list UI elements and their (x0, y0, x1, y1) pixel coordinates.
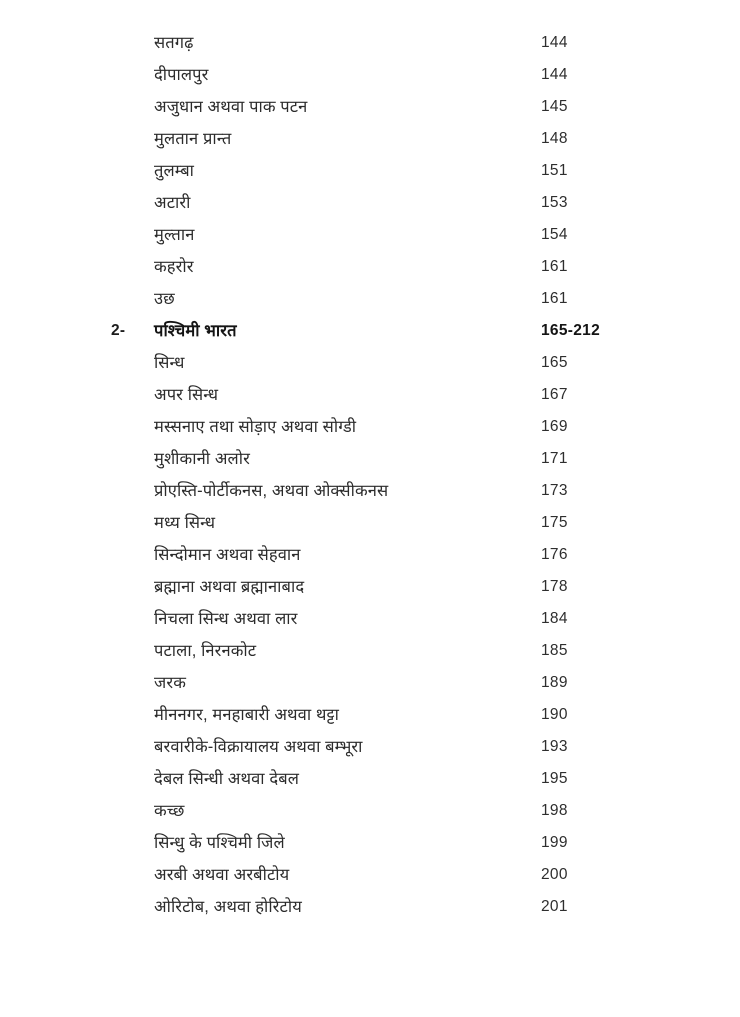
toc-entry-title[interactable]: अटारी (154, 194, 191, 212)
toc-entry-page-number[interactable]: 145 (541, 98, 568, 115)
toc-entry-page-number[interactable]: 167 (541, 386, 568, 403)
toc-entry-title[interactable]: मुल्तान (154, 226, 195, 244)
toc-entry-row[interactable] (0, 219, 740, 251)
toc-entry-page-number[interactable]: 195 (541, 770, 568, 787)
toc-entry-row[interactable] (0, 443, 740, 475)
toc-entry-page-number[interactable]: 184 (541, 610, 568, 627)
toc-entry-title[interactable]: मुशीकानी अलोर (154, 450, 250, 468)
toc-entry-title[interactable]: कच्छ (154, 802, 185, 820)
toc-entry-title[interactable]: निचला सिन्ध अथवा लार (154, 610, 298, 628)
toc-entry-title[interactable]: सिन्धु के पश्चिमी जिले (154, 834, 285, 852)
toc-entry-title[interactable]: मीननगर, मनहाबारी अथवा थट्टा (154, 706, 339, 724)
toc-entry-page-number[interactable]: 175 (541, 514, 568, 531)
toc-entry-page-number[interactable]: 173 (541, 482, 568, 499)
toc-entry-page-number[interactable]: 200 (541, 866, 568, 883)
toc-entry-title[interactable]: सिन्ध (154, 354, 185, 372)
toc-entry-row[interactable] (0, 667, 740, 699)
toc-entry-title[interactable]: बरवारीके-विक्रायालय अथवा बम्भूरा (154, 738, 363, 756)
toc-entry-page-number[interactable]: 165-212 (541, 322, 600, 339)
toc-entry-title[interactable]: पटाला, निरनकोट (154, 642, 257, 660)
toc-entry-title[interactable]: सतगढ़ (154, 34, 194, 52)
toc-entry-title[interactable]: तुलम्बा (154, 162, 195, 180)
toc-entry-row[interactable] (0, 283, 740, 315)
toc-entry-title[interactable]: जरक (154, 674, 186, 692)
toc-entry-row[interactable] (0, 891, 740, 923)
toc-entry-row[interactable] (0, 635, 740, 667)
toc-entry-row[interactable] (0, 123, 740, 155)
toc-entry-title[interactable]: मस्सनाए तथा सोड़ाए अथवा सोग्डी (154, 418, 357, 436)
toc-entry-row[interactable] (0, 507, 740, 539)
toc-entry-page-number[interactable]: 199 (541, 834, 568, 851)
toc-section-number: 2- (111, 322, 126, 339)
toc-entry-page-number[interactable]: 176 (541, 546, 568, 563)
toc-entry-row[interactable] (0, 187, 740, 219)
toc-entry-row[interactable] (0, 347, 740, 379)
toc-entry-title[interactable]: ब्रह्माना अथवा ब्रह्मानाबाद (154, 578, 305, 596)
toc-entry-title[interactable]: कहरोर (154, 258, 194, 276)
toc-entry-page-number[interactable]: 189 (541, 674, 568, 691)
toc-entry-row[interactable] (0, 731, 740, 763)
toc-entry-page-number[interactable]: 169 (541, 418, 568, 435)
toc-entry-title[interactable]: मुलतान प्रान्त (154, 130, 232, 148)
toc-entry-row[interactable] (0, 859, 740, 891)
toc-entry-title[interactable]: सिन्दोमान अथवा सेहवान (154, 546, 301, 564)
toc-entry-title[interactable]: पश्चिमी भारत (154, 322, 237, 340)
toc-entry-page-number[interactable]: 193 (541, 738, 568, 755)
toc-entry-page-number[interactable]: 190 (541, 706, 568, 723)
toc-entry-row[interactable] (0, 475, 740, 507)
toc-entry-page-number[interactable]: 144 (541, 34, 568, 51)
toc-entry-page-number[interactable]: 171 (541, 450, 568, 467)
toc-entry-row[interactable] (0, 539, 740, 571)
toc-entry-row[interactable] (0, 251, 740, 283)
toc-entry-title[interactable]: उछ (154, 290, 175, 308)
toc-entry-row[interactable] (0, 827, 740, 859)
table-of-contents-list (0, 27, 740, 923)
toc-entry-row[interactable] (0, 571, 740, 603)
toc-entry-row[interactable] (0, 699, 740, 731)
toc-entry-page-number[interactable]: 161 (541, 290, 568, 307)
toc-entry-row[interactable] (0, 795, 740, 827)
toc-entry-row[interactable] (0, 603, 740, 635)
toc-entry-title[interactable]: अपर सिन्ध (154, 386, 219, 404)
toc-entry-title[interactable]: प्रोएस्ति-पोर्टीकनस, अथवा ओक्सीकनस (154, 482, 389, 500)
toc-entry-page-number[interactable]: 148 (541, 130, 568, 147)
toc-entry-title[interactable]: मध्य सिन्ध (154, 514, 216, 532)
toc-entry-row[interactable] (0, 91, 740, 123)
toc-entry-page-number[interactable]: 153 (541, 194, 568, 211)
toc-entry-title[interactable]: दीपालपुर (154, 66, 209, 84)
toc-entry-row[interactable] (0, 411, 740, 443)
toc-entry-page-number[interactable]: 198 (541, 802, 568, 819)
toc-entry-row[interactable] (0, 379, 740, 411)
toc-entry-page-number[interactable]: 144 (541, 66, 568, 83)
toc-entry-row[interactable] (0, 763, 740, 795)
toc-entry-page-number[interactable]: 154 (541, 226, 568, 243)
toc-entry-title[interactable]: ओरिटोब, अथवा होरिटोय (154, 898, 302, 916)
toc-section-row[interactable] (0, 315, 740, 347)
toc-entry-page-number[interactable]: 151 (541, 162, 568, 179)
toc-entry-title[interactable]: अजुधान अथवा पाक पटन (154, 98, 308, 116)
toc-entry-page-number[interactable]: 201 (541, 898, 568, 915)
toc-entry-page-number[interactable]: 185 (541, 642, 568, 659)
toc-entry-title[interactable]: अरबी अथवा अरबीटोय (154, 866, 290, 884)
toc-entry-page-number[interactable]: 165 (541, 354, 568, 371)
toc-entry-title[interactable]: देबल सिन्धी अथवा देबल (154, 770, 300, 788)
toc-entry-row[interactable] (0, 59, 740, 91)
toc-entry-page-number[interactable]: 161 (541, 258, 568, 275)
toc-entry-row[interactable] (0, 155, 740, 187)
toc-entry-row[interactable] (0, 27, 740, 59)
toc-entry-page-number[interactable]: 178 (541, 578, 568, 595)
